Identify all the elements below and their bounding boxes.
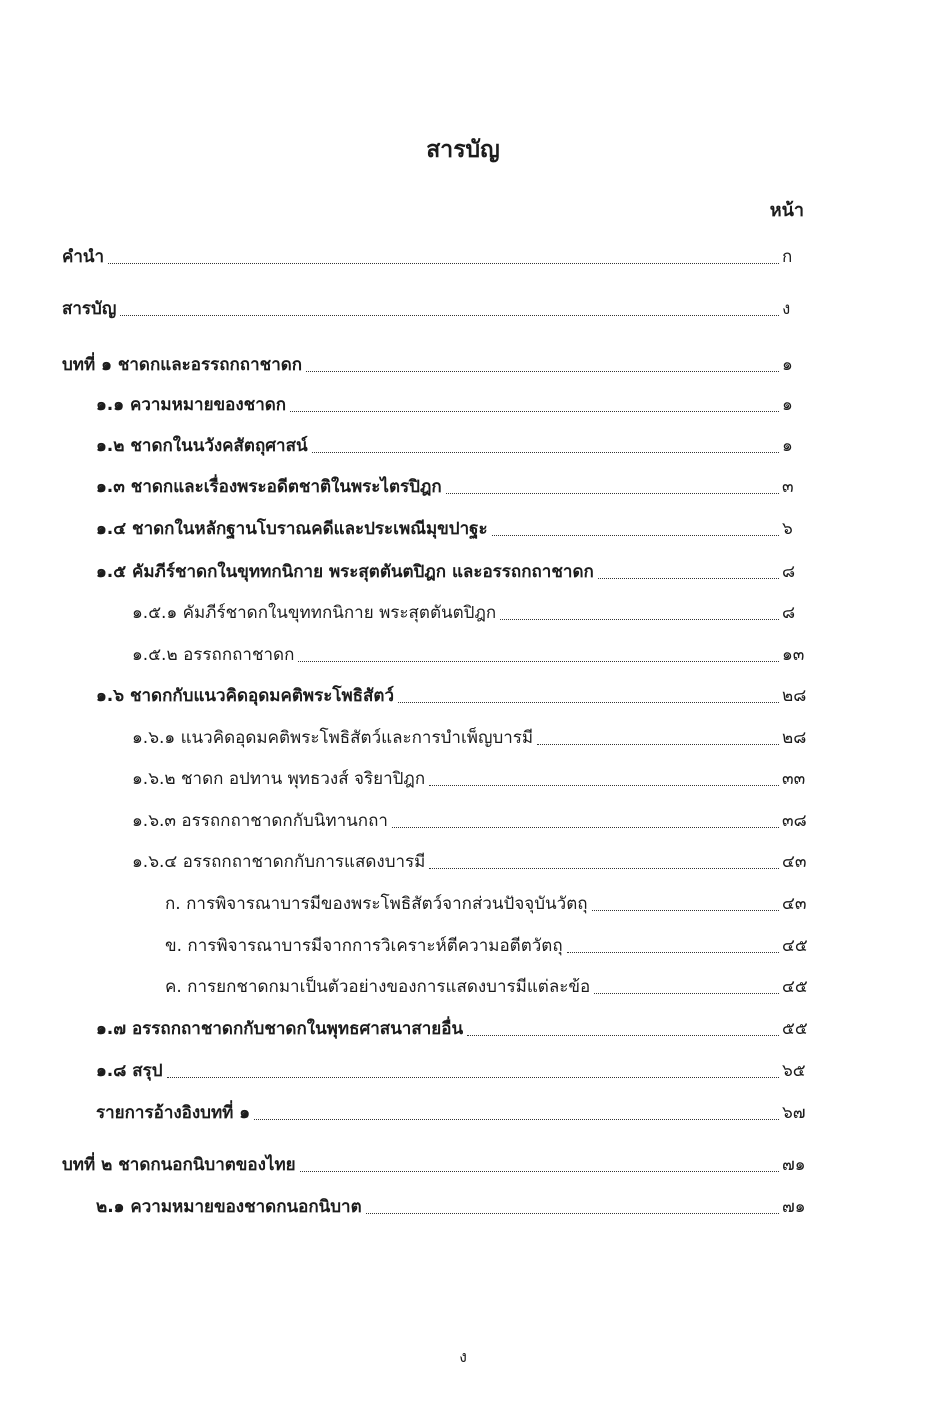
toc-entry-page: ง — [782, 299, 791, 319]
toc-entry — [0, 968, 834, 1000]
toc-entry — [0, 760, 834, 792]
toc-entry-page: ๔๓ — [782, 894, 807, 914]
dot-leader — [290, 411, 779, 412]
toc-entry-page: ๓๘ — [782, 811, 807, 831]
toc-entry-page: ๑ — [782, 395, 793, 415]
toc-entry — [0, 1146, 834, 1178]
dot-leader — [398, 702, 779, 703]
toc-entry — [0, 1010, 834, 1042]
dot-leader — [306, 371, 779, 372]
toc-entry-label: บทที่ ๑ ชาดกและอรรถกถาชาดก — [62, 355, 303, 375]
toc-entry — [0, 386, 834, 418]
toc-entry — [0, 802, 834, 834]
toc-entry-label: คำนำ — [62, 247, 105, 267]
dot-leader — [254, 1119, 779, 1120]
toc-entry-label: ก. การพิจารณาบารมีของพระโพธิสัตว์จากส่วนปัจจุบันวัตถุ — [165, 894, 588, 914]
dot-leader — [300, 1171, 779, 1172]
dot-leader — [467, 1035, 779, 1036]
toc-entry — [0, 346, 834, 378]
toc-entry-label: ๑.๖.๒ ชาดก อปทาน พุทธวงส์ จริยาปิฎก — [132, 769, 426, 789]
toc-entry-page: ๖ — [782, 519, 793, 539]
dot-leader — [366, 1213, 779, 1214]
toc-entry-page: ๒๘ — [782, 728, 807, 748]
toc-entry-page: ๔๓ — [782, 852, 807, 872]
toc-entry — [0, 636, 834, 668]
toc-entry — [0, 843, 834, 875]
toc-entry — [0, 290, 834, 322]
footer-page-number: ง — [459, 1347, 467, 1366]
toc-entry-page: ๒๘ — [782, 686, 807, 706]
dot-leader — [594, 993, 779, 994]
toc-entry-page: ๓๓ — [782, 769, 806, 789]
dot-leader — [592, 910, 779, 911]
dot-leader — [298, 661, 779, 662]
dot-leader — [446, 493, 779, 494]
toc-entry — [0, 719, 834, 751]
dot-leader — [598, 578, 779, 579]
toc-entry — [0, 510, 834, 542]
toc-entry-label: ค. การยกชาดกมาเป็นตัวอย่างของการแสดงบารมีแต่ละข้อ — [165, 977, 591, 997]
toc-entry-page: ๘ — [782, 603, 796, 623]
toc-entry-label: ๑.๓ ชาดกและเรื่องพระอดีตชาติในพระไตรปิฎก — [96, 477, 442, 497]
toc-entry — [0, 1094, 834, 1126]
toc-entry — [0, 594, 834, 626]
toc-entry-label: สารบัญ — [62, 299, 117, 319]
dot-leader — [429, 785, 779, 786]
dot-leader — [108, 263, 779, 264]
dot-leader — [120, 315, 779, 316]
toc-entry — [0, 1052, 834, 1084]
dot-leader — [537, 744, 779, 745]
toc-entry-page: ๑ — [782, 436, 793, 456]
toc-entry-label: ๑.๗ อรรถกถาชาดกกับชาดกในพุทธศาสนาสายอื่น — [96, 1019, 464, 1039]
toc-entry-label: ๑.๕.๑ คัมภีร์ชาดกในขุททกนิกาย พระสุตตันตปิฎก — [132, 603, 497, 623]
toc-entry-label: ข. การพิจารณาบารมีจากการวิเคราะห์ตีความอตีตวัตถุ — [165, 936, 563, 956]
toc-entry-page: ๔๕ — [782, 977, 808, 997]
toc-entry — [0, 927, 834, 959]
dot-leader — [312, 452, 779, 453]
toc-entry-label: ๑.๘ สรุป — [96, 1061, 163, 1081]
dot-leader — [492, 535, 779, 536]
toc-entry — [0, 427, 834, 459]
toc-entry-page: ๑ — [782, 355, 793, 375]
toc-entry-page: ๖๕ — [782, 1061, 806, 1081]
toc-entry-page: ๕๕ — [782, 1019, 808, 1039]
page-column-header: หน้า — [769, 200, 804, 221]
toc-entry-label: ๑.๖.๓ อรรถกถาชาดกกับนิทานกถา — [132, 811, 388, 831]
toc-entry-label: บทที่ ๒ ชาดกนอกนิบาตของไทย — [62, 1155, 296, 1175]
toc-entry-label: ๑.๔ ชาดกในหลักฐานโบราณคดีและประเพณีมุขปาฐะ — [96, 519, 488, 539]
dot-leader — [392, 827, 779, 828]
toc-entry-page: ๘ — [782, 562, 796, 582]
toc-entry-label: รายการอ้างอิงบทที่ ๑ — [96, 1103, 251, 1123]
toc-entry — [0, 468, 834, 500]
toc-entry-label: ๑.๕.๒ อรรถกถาชาดก — [132, 645, 295, 665]
toc-entry — [0, 677, 834, 709]
toc-entry-page: ๖๗ — [782, 1103, 806, 1123]
toc-entry-label: ๑.๑ ความหมายของชาดก — [96, 395, 287, 415]
dot-leader — [567, 952, 779, 953]
toc-entry-page: ๓ — [782, 477, 794, 497]
toc-entry-label: ๑.๖.๔ อรรถกถาชาดกกับการแสดงบารมี — [132, 852, 426, 872]
dot-leader — [429, 868, 779, 869]
dot-leader — [167, 1077, 779, 1078]
toc-entry-page: ๗๑ — [782, 1155, 806, 1175]
page-title: สารบัญ — [426, 137, 500, 163]
toc-entry-label: ๑.๖ ชาดกกับแนวคิดอุดมคติพระโพธิสัตว์ — [96, 686, 395, 706]
toc-entry — [0, 238, 834, 270]
toc-entry — [0, 1188, 834, 1220]
toc-entry-label: ๑.๕ คัมภีร์ชาดกในขุททกนิกาย พระสุตตันตปิฎก และอรรถกถาชาดก — [96, 562, 594, 582]
toc-entry-label: ๑.๖.๑ แนวคิดอุดมคติพระโพธิสัตว์และการบำเพ็ญบารมี — [132, 728, 534, 748]
toc-entry — [0, 885, 834, 917]
toc-entry-label: ๑.๒ ชาดกในนวังคสัตถุศาสน์ — [96, 436, 308, 456]
toc-entry-page: ๔๕ — [782, 936, 808, 956]
dot-leader — [500, 619, 779, 620]
toc-entry — [0, 553, 834, 585]
toc-entry-page: ๑๓ — [782, 645, 805, 665]
toc-entry-label: ๒.๑ ความหมายของชาดกนอกนิบาต — [96, 1197, 362, 1217]
toc-entry-page: ๗๑ — [782, 1197, 806, 1217]
toc-entry-page: ก — [782, 247, 793, 267]
